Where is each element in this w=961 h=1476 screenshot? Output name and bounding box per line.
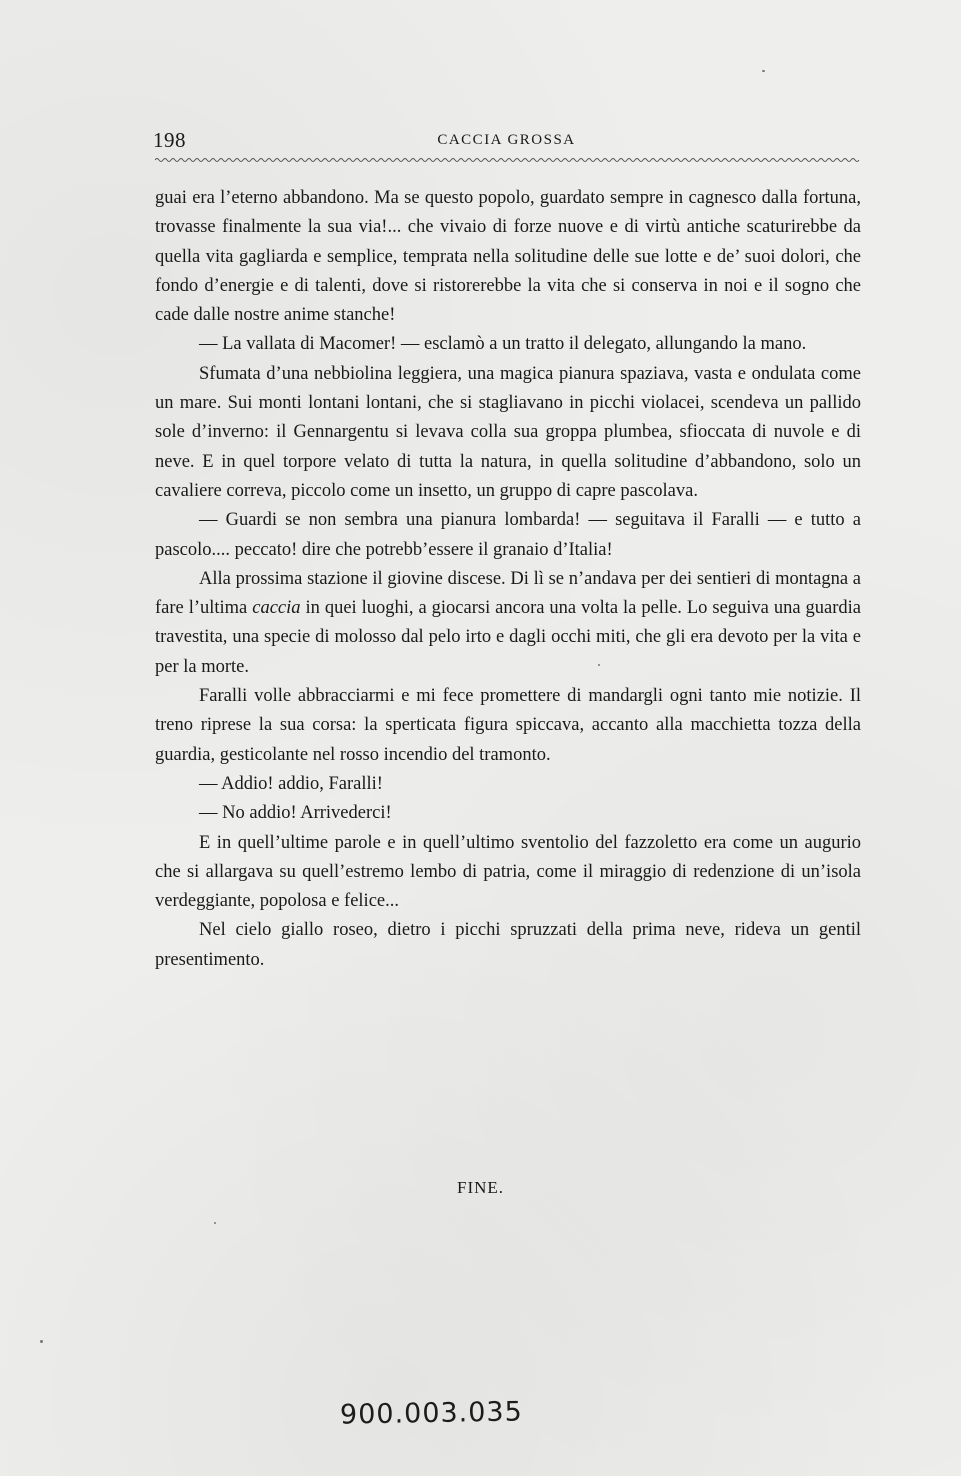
paragraph: E in quell’ultime parole e in quell’ultimo sventolio del fazzoletto era come un augurio che si allargava su quell’estremo lembo di patria, come il miraggio di redenzione di un’isola verdeggiante, popolosa e felice... — [155, 832, 861, 912]
paragraph: Faralli volle abbracciarmi e mi fece promettere di mandargli ogni tanto mie notizie. Il treno riprese la sua corsa: la sperticata figura spiccava, accanto alla macchietta tozza della guardia, gesticolante nel rosso incendio del tramonto. — [155, 686, 861, 765]
running-title: CACCIA GROSSA — [437, 132, 576, 148]
italic-word: caccia — [252, 598, 301, 619]
paper-speck — [598, 664, 600, 666]
end-mark-initial: F — [456, 1178, 468, 1197]
paragraph-dialogue: — No addio! Arrivederci! — [199, 803, 392, 824]
paper-speck — [40, 1340, 43, 1343]
end-mark — [0, 1178, 961, 1198]
paper-speck — [762, 70, 765, 72]
paragraph-text: Alla prossima stazione il giovine discese. Di lì se n’andava per dei sentieri di montagna a fare l’ultima — [155, 568, 861, 619]
end-mark-rest: INE. — [467, 1178, 505, 1197]
paragraph-text: in quei luoghi, a giocarsi ancora una volta la pelle. Lo seguiva una guardia travestita, una specie di molosso dal pelo irto e dagli occhi miti, che gli era devoto per la vita e per la morte. — [155, 598, 861, 677]
paragraph-dialogue: — Guardi se non sembra una pianura lombarda! — seguitava il Faralli — e tutto a pascolo.... peccato! dire che potrebb’essere il granaio d’Italia! — [155, 510, 861, 560]
handwritten-archive-number: 900.003.035 — [339, 1396, 524, 1431]
paragraph: Nel cielo giallo roseo, dietro i picchi spruzzati della prima neve, rideva un gentil presentimento. — [155, 920, 861, 970]
paragraph-continued: guai era l’eterno abbandono. Ma se questo popolo, guardato sempre in cagnesco dalla fortuna, trovasse finalmente la sua via!... che vivaio di forze nuove e di virtù antiche scaturirebbe da quella vita gagliarda e semplice, temprata nella solitudine delle sue lotte e de’ suoi dolori, che fondo d’energie e di talenti, dove si ristorerebbe la vita che si conserva in noi e il sogno che cade dalle nostre anime stanche! — [155, 188, 861, 326]
paragraph — [155, 565, 861, 682]
body-text — [155, 184, 861, 975]
page-number: 198 — [153, 128, 186, 152]
page-header — [153, 128, 860, 158]
decorative-wavy-rule — [155, 156, 860, 164]
paragraph-dialogue: — La vallata di Macomer! — esclamò a un tratto il delegato, allungando la mano. — [199, 334, 807, 355]
paragraph: Sfumata d’una nebbiolina leggiera, una magica pianura spaziava, vasta e ondulata come un mare. Sui monti lontani lontani, che si stagliavano in picchi violacei, scendeva un pallido sole d’inverno: il Gennargentu si levava colla sua groppa plumbea, sfioccata di nuvole e di neve. E in quel torpore velato di tutta la natura, in quella solitudine d’abbandono, solo un cavaliere correva, piccolo come un insetto, un gruppo di capre pascolava. — [155, 363, 861, 501]
paper-speck — [214, 1222, 216, 1224]
paragraph-dialogue: — Addio! addio, Faralli! — [199, 773, 383, 794]
